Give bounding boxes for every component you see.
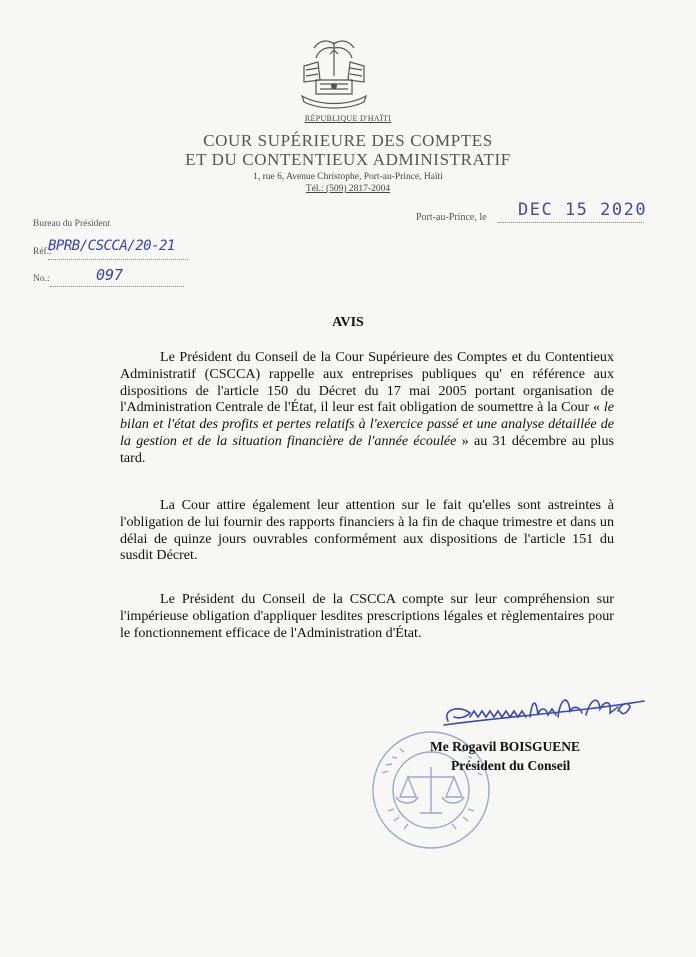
paragraph-1-text-a: Le Président du Conseil de la Cour Supérieure des Comptes et du Contentieux Administratif (CSCCA) rappelle aux entreprises publiques qu' en référence aux dispositions de l'article 150 du Décret du 17 mai 2005 portant organisation de l'Administration Centrale de l'État, il leur est fait obligation de soumettre à la Cour « [120,349,614,416]
ref-number: BPRB/CSCCA/20-21 [48,238,175,254]
paragraph-1-quote: le bilan et l'état des profits et pertes relatifs à l'exercice passé et une analyse détaillée de la gestion et de la situation financière de l'année écoulée [120,399,614,449]
signer-role: Président du Conseil [451,758,571,773]
date-stamp: DEC 15 2020 [518,200,648,220]
no-dotted-line [50,286,184,287]
document-title: AVIS [332,315,364,330]
place-label: Port-au-Prince, le [416,212,487,223]
ref-label: Réf.: [33,247,52,257]
date-dotted-line [498,222,642,223]
org-telephone: Tél.: (509) 2817-2004 [305,184,391,194]
coat-of-arms-icon [290,36,378,114]
no-label: No.: [33,274,50,284]
paragraph-1 [120,349,614,467]
org-name-line1: COUR SUPÉRIEURE DES COMPTES [203,131,493,150]
org-name-line2: ET DU CONTENTIEUX ADMINISTRATIF [185,150,511,169]
bureau-label: Bureau du Président [33,219,111,229]
paragraph-3-text: Le Président du Conseil de la CSCCA compte sur leur compréhension sur l'impérieuse obligation d'appliquer lesdites prescriptions légales et règlementaires pour le fonctionnement efficace de l'Administration d'État. [120,591,614,641]
paragraph-1-text-c: » au 31 décembre au plus tard. [120,432,614,466]
paragraph-2 [120,497,614,564]
no-value: 097 [96,266,124,284]
org-address: 1, rue 6, Avenue Christophe, Port-au-Prince, Haïti [253,172,443,182]
ref-dotted-line [48,259,188,260]
signer-name: Me Rogavil BOISGUENE [430,739,581,754]
paragraph-2-text: La Cour attire également leur attention sur le fait qu'elles sont astreintes à l'obligation de lui fournir des rapports financiers à la fin de chaque trimestre et dans un délai de quinze jours ouvrables conformément aux dispositions de l'article 151 du susdit Décret. [120,497,614,564]
republic-header: RÉPUBLIQUE D'HAÏTI [304,114,392,123]
paragraph-3 [120,591,614,641]
